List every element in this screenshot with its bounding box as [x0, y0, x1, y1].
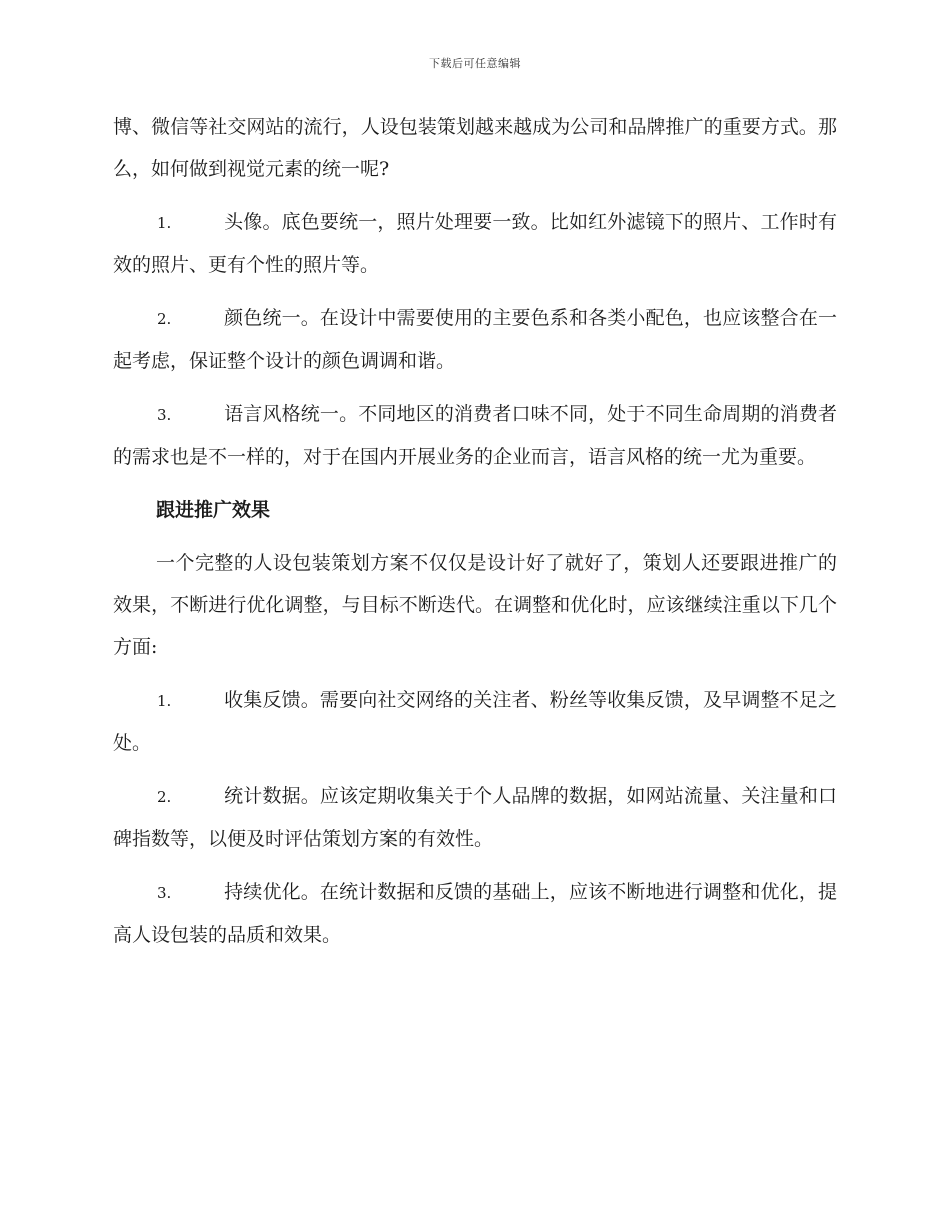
list-item [113, 201, 837, 286]
section-heading: 跟进推广效果 [156, 499, 271, 521]
list-item-number: 3. [157, 884, 172, 902]
section-paragraph: 一个完整的人设包装策划方案不仅仅是设计好了就好了，策划人还要跟进推广的效果，不断进行优化调整，与目标不断迭代。在调整和优化时，应该继续注重以下几个方面: [113, 552, 837, 658]
list-item-number: 1. [157, 214, 172, 232]
list-item-number: 1. [157, 692, 172, 710]
document-body [113, 106, 837, 956]
list-item [113, 679, 837, 764]
list-item-text: 统计数据。应该定期收集关于个人品牌的数据，如网站流量、关注量和口碑指数等，以便及时评估策划方案的有效性。 [113, 785, 837, 850]
list-item-text: 颜色统一。在设计中需要使用的主要色系和各类小配色，也应该整合在一起考虑，保证整个设计的颜色调调和谐。 [113, 307, 837, 372]
list-item-text: 头像。底色要统一，照片处理要一致。比如红外滤镜下的照片、工作时有效的照片、更有个性的照片等。 [113, 211, 837, 276]
list-item-text: 收集反馈。需要向社交网络的关注者、粉丝等收集反馈，及早调整不足之处。 [113, 689, 837, 754]
list-item [113, 871, 837, 956]
list-item-number: 3. [157, 406, 172, 424]
list-item [113, 393, 837, 478]
list-item-text: 持续优化。在统计数据和反馈的基础上，应该不断地进行调整和优化，提高人设包装的品质和效果。 [113, 881, 837, 946]
list-item [113, 775, 837, 860]
page-header: 下载后可任意编辑 [429, 57, 521, 70]
intro-paragraph: 博、微信等社交网站的流行，人设包装策划越来越成为公司和品牌推广的重要方式。那么，如何做到视觉元素的统一呢? [113, 116, 837, 180]
list-item-number: 2. [157, 788, 172, 806]
list-item [113, 297, 837, 382]
list-item-text: 语言风格统一。不同地区的消费者口味不同，处于不同生命周期的消费者的需求也是不一样的，对于在国内开展业务的企业而言，语言风格的统一尤为重要。 [113, 403, 837, 468]
list-item-number: 2. [157, 310, 172, 328]
